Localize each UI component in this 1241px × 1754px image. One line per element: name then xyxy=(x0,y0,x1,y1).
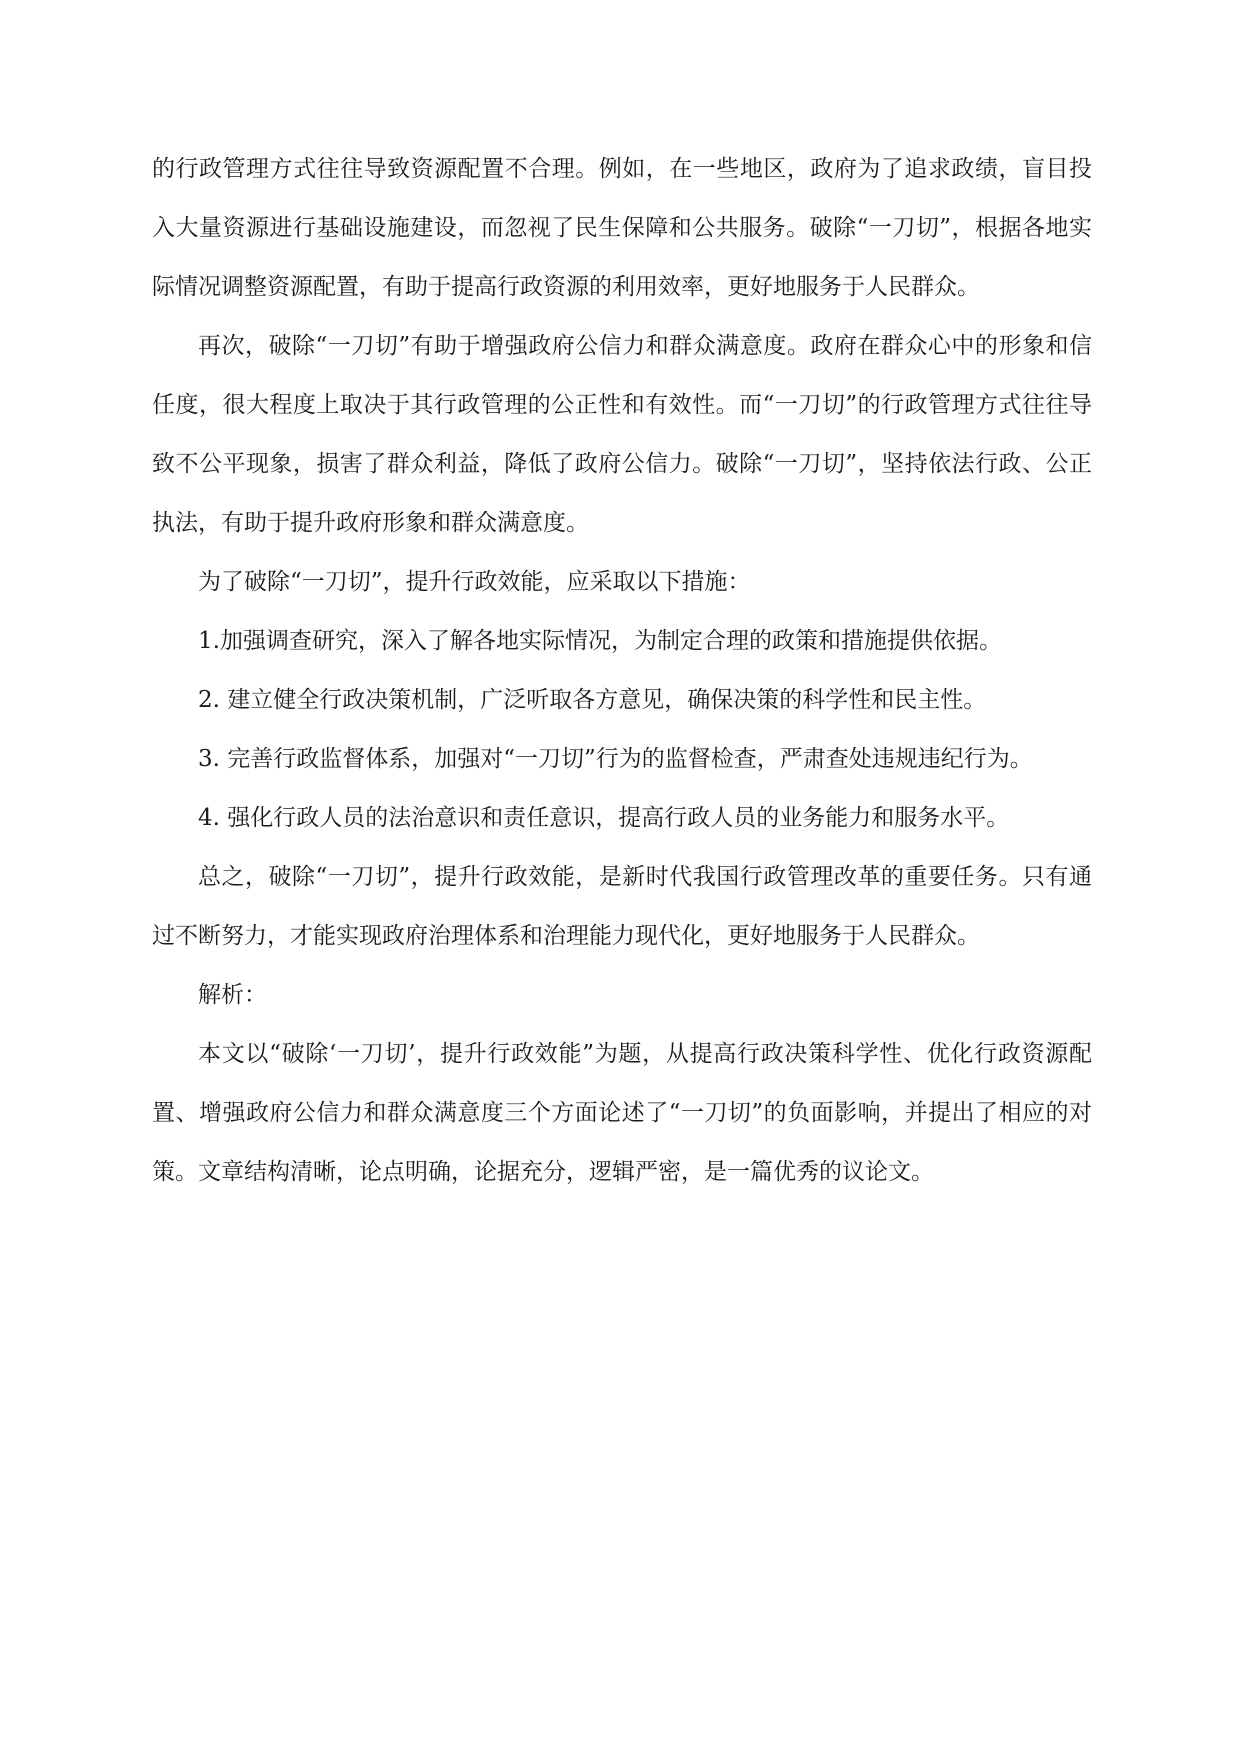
paragraph-conclusion: 总之，破除“一刀切”，提升行政效能，是新时代我国行政管理改革的重要任务。只有通过不断努力，才能实现政府治理体系和治理能力现代化，更好地服务于人民群众。 xyxy=(152,864,1092,949)
paragraph-resource-allocation: 的行政管理方式往往导致资源配置不合理。例如，在一些地区，政府为了追求政绩，盲目投入大量资源进行基础设施建设，而忽视了民生保障和公共服务。破除“一刀切”，根据各地实际情况调整资源配置，有助于提高行政资源的利用效率，更好地服务于人民群众。 xyxy=(152,156,1092,300)
measure-item-4: 4. 强化行政人员的法治意识和责任意识，提高行政人员的业务能力和服务水平。 xyxy=(198,805,1010,831)
paragraph-analysis: 本文以“破除‘一刀切’，提升行政效能”为题，从提高行政决策科学性、优化行政资源配置、增强政府公信力和群众满意度三个方面论述了“一刀切”的负面影响，并提出了相应的对策。文章结构清晰，论点明确，论据充分，逻辑严密，是一篇优秀的议论文。 xyxy=(152,1041,1092,1185)
measure-item-2: 2. 建立健全行政决策机制，广泛听取各方意见，确保决策的科学性和民主性。 xyxy=(198,687,987,713)
document-body xyxy=(152,140,1092,1202)
paragraph-credibility: 再次，破除“一刀切”有助于增强政府公信力和群众满意度。政府在群众心中的形象和信任度，很大程度上取决于其行政管理的公正性和有效性。而“一刀切”的行政管理方式往往导致不公平现象，损害了群众利益，降低了政府公信力。破除“一刀切”，坚持依法行政、公正执法，有助于提升政府形象和群众满意度。 xyxy=(152,333,1092,536)
paragraph-measures-intro: 为了破除“一刀切”，提升行政效能，应采取以下措施： xyxy=(198,569,751,595)
analysis-heading: 解析： xyxy=(198,982,267,1008)
measure-item-1: 1.加强调查研究，深入了解各地实际情况，为制定合理的政策和措施提供依据。 xyxy=(198,628,1002,654)
measure-item-3: 3. 完善行政监督体系，加强对“一刀切”行为的监督检查，严肃查处违规违纪行为。 xyxy=(198,746,1033,772)
